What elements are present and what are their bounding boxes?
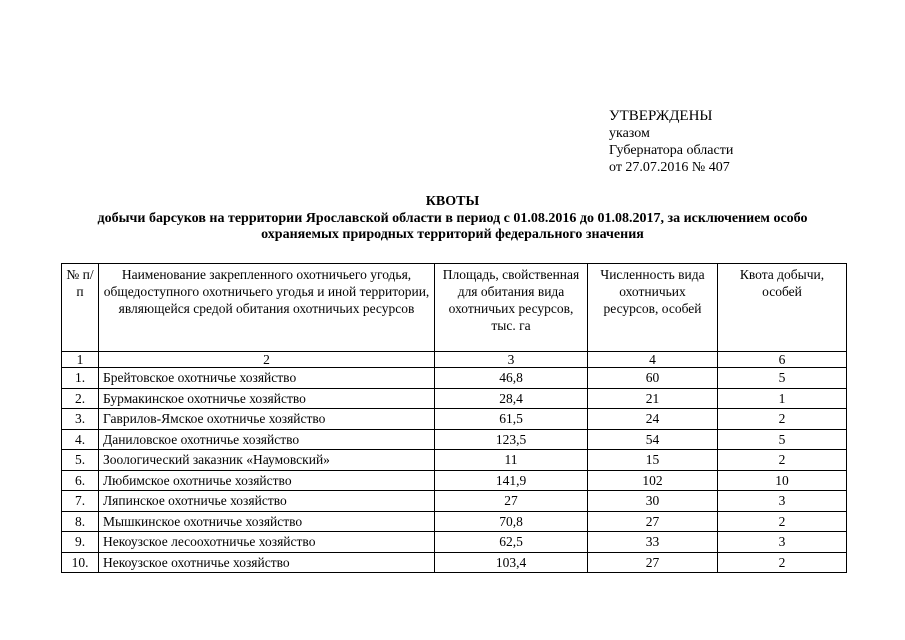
row-quota: 1 bbox=[718, 388, 847, 409]
row-name: Некоузское охотничье хозяйство bbox=[99, 552, 435, 573]
table-header-row bbox=[62, 264, 847, 352]
table-row bbox=[62, 511, 847, 532]
column-number-row bbox=[62, 352, 847, 368]
row-area: 70,8 bbox=[435, 511, 588, 532]
row-count: 102 bbox=[588, 470, 718, 491]
row-number: 4. bbox=[62, 429, 99, 450]
row-area: 123,5 bbox=[435, 429, 588, 450]
row-name: Гаврилов-Ямское охотничье хозяйство bbox=[99, 409, 435, 430]
column-number: 3 bbox=[435, 352, 588, 368]
table-row bbox=[62, 470, 847, 491]
row-name: Даниловское охотничье хозяйство bbox=[99, 429, 435, 450]
row-count: 15 bbox=[588, 450, 718, 471]
approval-stamp bbox=[609, 108, 733, 176]
row-quota: 2 bbox=[718, 552, 847, 573]
header-cell: Наименование закрепленного охотничьего угодья, общедоступного охотничьего угодья и иной территории, являющейся средой обитания охотничьих ресурсов bbox=[99, 264, 435, 352]
column-number: 2 bbox=[99, 352, 435, 368]
approval-title: УТВЕРЖДЕНЫ bbox=[609, 108, 713, 124]
header-cell: Квота добычи, особей bbox=[718, 264, 847, 352]
column-number: 4 bbox=[588, 352, 718, 368]
row-area: 28,4 bbox=[435, 388, 588, 409]
row-count: 21 bbox=[588, 388, 718, 409]
row-name: Ляпинское охотничье хозяйство bbox=[99, 491, 435, 512]
row-area: 27 bbox=[435, 491, 588, 512]
row-quota: 5 bbox=[718, 429, 847, 450]
column-number: 1 bbox=[62, 352, 99, 368]
row-number: 1. bbox=[62, 368, 99, 389]
row-count: 30 bbox=[588, 491, 718, 512]
approval-line: Губернатора области bbox=[609, 143, 734, 158]
row-area: 62,5 bbox=[435, 532, 588, 553]
table-row bbox=[62, 532, 847, 553]
title-line-1: добычи барсуков на территории Ярославской области в период с 01.08.2016 до 01.08.2017, за исключением особо bbox=[97, 211, 808, 226]
table-row bbox=[62, 429, 847, 450]
row-area: 61,5 bbox=[435, 409, 588, 430]
row-number: 3. bbox=[62, 409, 99, 430]
table-row bbox=[62, 450, 847, 471]
row-number: 2. bbox=[62, 388, 99, 409]
row-name: Бурмакинское охотничье хозяйство bbox=[99, 388, 435, 409]
table-row bbox=[62, 491, 847, 512]
row-quota: 2 bbox=[718, 511, 847, 532]
table-row bbox=[62, 368, 847, 389]
row-quota: 2 bbox=[718, 409, 847, 430]
row-area: 103,4 bbox=[435, 552, 588, 573]
row-number: 9. bbox=[62, 532, 99, 553]
row-name: Мышкинское охотничье хозяйство bbox=[99, 511, 435, 532]
row-quota: 2 bbox=[718, 450, 847, 471]
row-count: 24 bbox=[588, 409, 718, 430]
row-area: 46,8 bbox=[435, 368, 588, 389]
column-number: 6 bbox=[718, 352, 847, 368]
row-count: 60 bbox=[588, 368, 718, 389]
row-name: Любимское охотничье хозяйство bbox=[99, 470, 435, 491]
row-number: 10. bbox=[62, 552, 99, 573]
row-number: 8. bbox=[62, 511, 99, 532]
row-name: Зоологический заказник «Наумовский» bbox=[99, 450, 435, 471]
row-number: 6. bbox=[62, 470, 99, 491]
header-cell: Численность вида охотничьих ресурсов, особей bbox=[588, 264, 718, 352]
row-count: 54 bbox=[588, 429, 718, 450]
row-count: 33 bbox=[588, 532, 718, 553]
table-row bbox=[62, 388, 847, 409]
header-cell: Площадь, свойственная для обитания вида охотничьих ресурсов, тыс. га bbox=[435, 264, 588, 352]
table-row bbox=[62, 409, 847, 430]
row-count: 27 bbox=[588, 511, 718, 532]
row-quota: 3 bbox=[718, 532, 847, 553]
row-number: 7. bbox=[62, 491, 99, 512]
approval-line: указом bbox=[609, 126, 650, 141]
row-quota: 10 bbox=[718, 470, 847, 491]
quota-table bbox=[61, 263, 847, 573]
row-count: 27 bbox=[588, 552, 718, 573]
row-area: 141,9 bbox=[435, 470, 588, 491]
row-name: Брейтовское охотничье хозяйство bbox=[99, 368, 435, 389]
header-cell: № п/п bbox=[62, 264, 99, 352]
table-row bbox=[62, 552, 847, 573]
approval-date: от 27.07.2016 № 407 bbox=[609, 160, 730, 175]
title-heading: КВОТЫ bbox=[425, 194, 480, 209]
row-area: 11 bbox=[435, 450, 588, 471]
title-line-2: охраняемых природных территорий федерального значения bbox=[261, 227, 644, 242]
document-title bbox=[40, 194, 865, 243]
row-quota: 5 bbox=[718, 368, 847, 389]
row-number: 5. bbox=[62, 450, 99, 471]
row-quota: 3 bbox=[718, 491, 847, 512]
row-name: Некоузское лесоохотничье хозяйство bbox=[99, 532, 435, 553]
